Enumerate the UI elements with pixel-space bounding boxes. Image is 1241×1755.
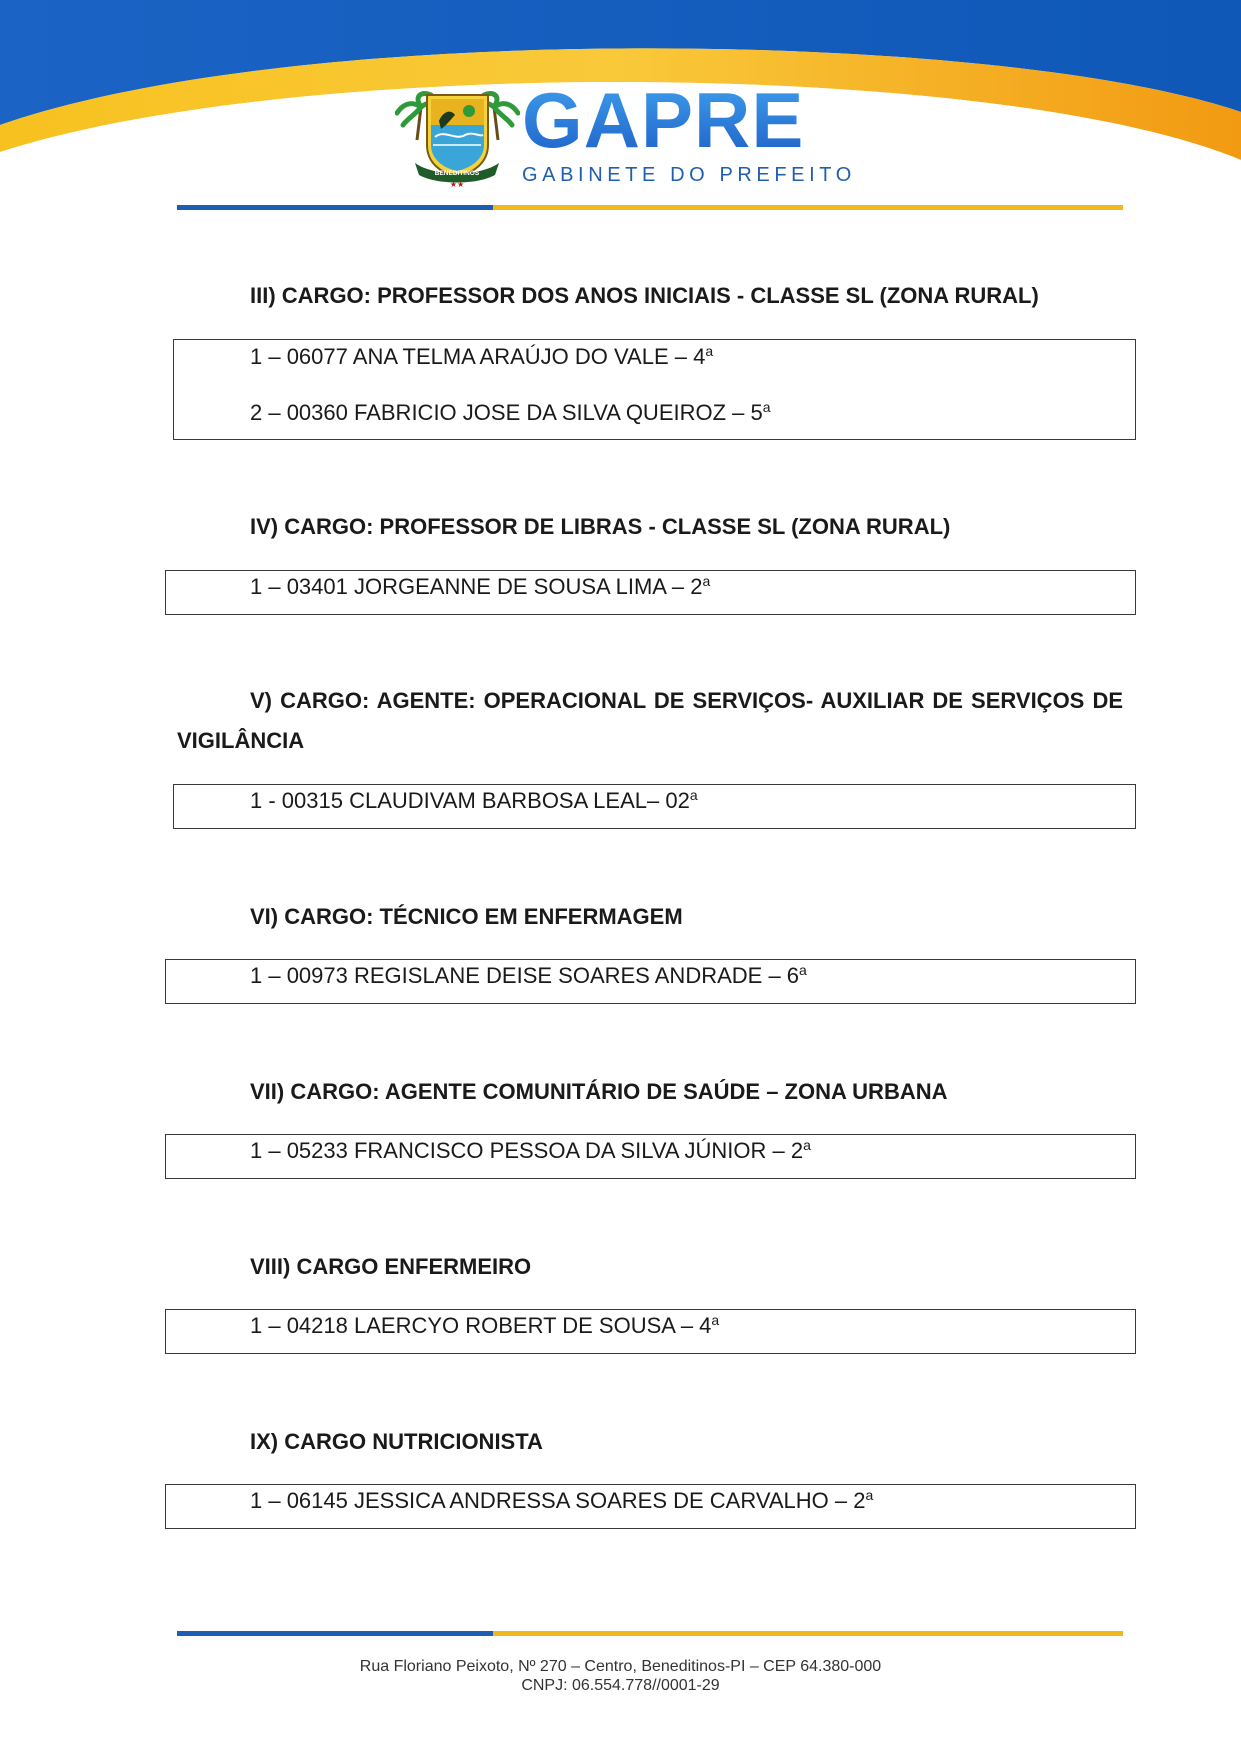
- footer-divider: [177, 1631, 1123, 1636]
- brand-tagline: GABINETE DO PREFEITO: [522, 164, 856, 186]
- section-heading: III) CARGO: PROFESSOR DOS ANOS INICIAIS - CLASSE SL (ZONA RURAL): [250, 283, 1039, 308]
- section-heading: V) CARGO: AGENTE: OPERACIONAL DE SERVIÇOS- AUXILIAR DE SERVIÇOS DE VIGILÂNCIA: [177, 688, 1123, 753]
- municipal-crest-logo: [395, 85, 520, 190]
- candidate-entry: 1 – 00973 REGISLANE DEISE SOARES ANDRADE – 6$^a$: [250, 962, 807, 988]
- svg-text:★★: ★★: [449, 180, 465, 189]
- header-divider: [177, 205, 1123, 210]
- section-heading: VIII) CARGO ENFERMEIRO: [250, 1254, 532, 1279]
- crest-ribbon-text: BENEDITINOS: [434, 170, 480, 177]
- section-heading: VII) CARGO: AGENTE COMUNITÁRIO DE SAÚDE – ZONA URBANA: [250, 1079, 948, 1104]
- candidate-entry: 1 – 06145 JESSICA ANDRESSA SOARES DE CARVALHO – 2$^a$: [250, 1487, 874, 1513]
- footer-address: Rua Floriano Peixoto, Nº 270 – Centro, Beneditinos-PI – CEP 64.380-000: [359, 1658, 882, 1675]
- candidate-entry: 1 – 06077 ANA TELMA ARAÚJO DO VALE – 4$^a$: [250, 343, 714, 369]
- brand-name: GAPRE: [522, 78, 856, 162]
- footer-cnpj: CNPJ: 06.554.778//0001-29: [521, 1677, 720, 1694]
- section-heading: IX) CARGO NUTRICIONISTA: [250, 1429, 543, 1454]
- section-heading: IV) CARGO: PROFESSOR DE LIBRAS - CLASSE SL (ZONA RURAL): [250, 514, 951, 539]
- candidate-entry: 1 – 03401 JORGEANNE DE SOUSA LIMA – 2$^a$: [250, 573, 711, 599]
- candidate-entry: 1 – 04218 LAERCYO ROBERT DE SOUSA – 4$^a$: [250, 1312, 720, 1338]
- candidate-entry: 1 – 05233 FRANCISCO PESSOA DA SILVA JÚNIOR – 2$^a$: [250, 1137, 811, 1163]
- candidate-entry: 2 – 00360 FABRICIO JOSE DA SILVA QUEIROZ – 5$^a$: [250, 399, 771, 425]
- brand-wordmark: [522, 78, 856, 187]
- section-heading: VI) CARGO: TÉCNICO EM ENFERMAGEM: [250, 904, 683, 929]
- candidate-entry: 1 - 00315 CLAUDIVAM BARBOSA LEAL– 02$^a$: [250, 787, 698, 813]
